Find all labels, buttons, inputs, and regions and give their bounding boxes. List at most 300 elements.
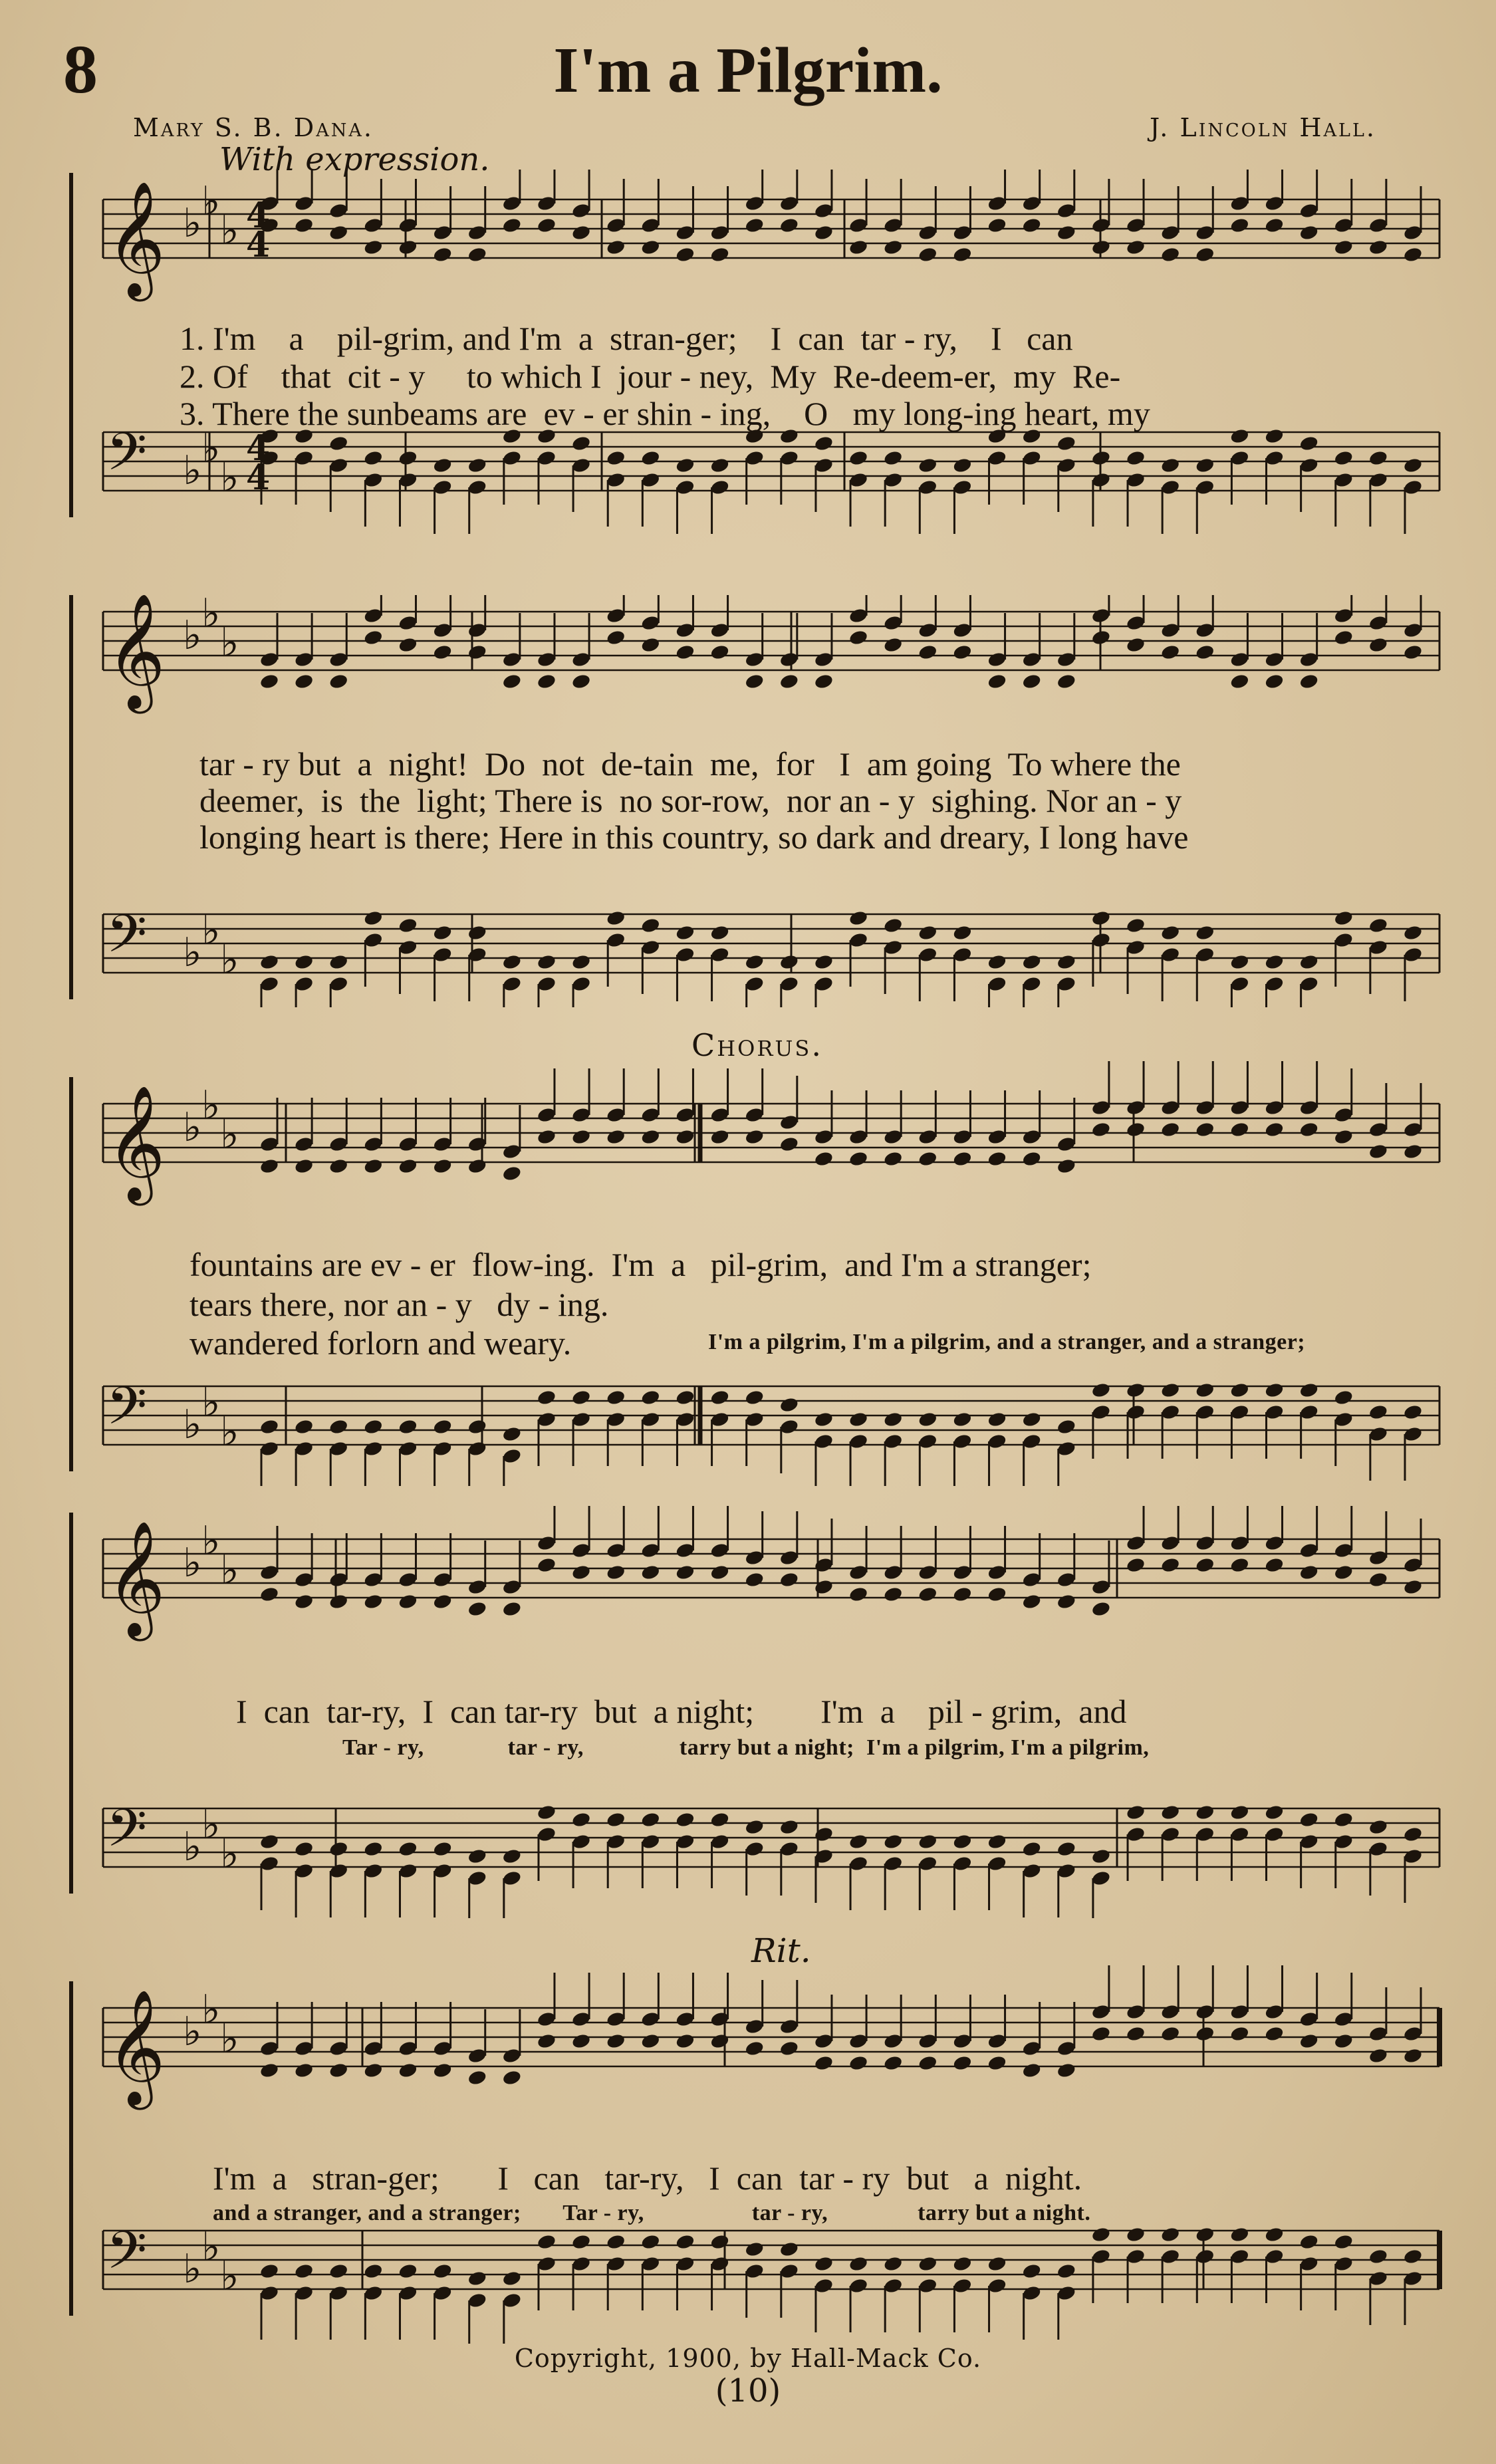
note-head [294, 953, 314, 971]
note-head [1333, 2033, 1354, 2050]
note-head [432, 246, 453, 263]
note-head [1126, 449, 1146, 467]
flat-sign: ♭ [220, 207, 239, 254]
treble-clef: 𝄞 [106, 1085, 166, 1201]
note-head [640, 1564, 661, 1581]
note-head [1264, 428, 1285, 445]
note-head [398, 449, 418, 467]
note-head [398, 917, 418, 934]
note-head [675, 1564, 695, 1581]
note-head [1333, 1128, 1354, 1146]
note-head [640, 636, 661, 654]
note-head [1229, 217, 1250, 234]
note-head [779, 217, 800, 234]
note-head [918, 644, 938, 661]
note-head [987, 2054, 1007, 2072]
note-head [606, 1811, 626, 1828]
note-head [1160, 246, 1181, 263]
note-head [675, 246, 695, 263]
flat-sign: ♭ [201, 2224, 221, 2271]
flat-sign: ♭ [201, 908, 221, 954]
flat-sign: ♭ [183, 1104, 202, 1151]
note-head [606, 910, 626, 927]
note-head [398, 239, 418, 256]
flat-sign: ♭ [220, 1831, 239, 1878]
flat-sign: ♭ [183, 447, 202, 494]
note-head [918, 2255, 938, 2273]
music-system-2 [57, 595, 1443, 1007]
flat-sign: ♭ [220, 620, 239, 666]
note-head [1195, 457, 1215, 474]
note-head [259, 2062, 280, 2079]
note-head [1333, 1811, 1354, 1828]
note-head [363, 449, 384, 467]
note-head [1403, 1143, 1424, 1160]
note-head [537, 1128, 557, 1146]
note-head [1056, 1418, 1076, 1435]
flat-sign: ♭ [183, 200, 202, 247]
note-head [537, 2033, 557, 2050]
note-head [1021, 1593, 1042, 1610]
flat-sign: ♭ [201, 595, 221, 637]
flat-sign: ♭ [183, 1824, 202, 1870]
flat-sign: ♭ [220, 937, 239, 983]
note-head [294, 2263, 314, 2280]
hymn-title: I'm a Pilgrim. [553, 35, 943, 106]
note-head [1368, 2047, 1389, 2064]
note-head [259, 2263, 280, 2280]
note-head [1403, 2047, 1424, 2064]
note-head [1160, 924, 1181, 941]
note-head [744, 2241, 765, 2258]
note-head [467, 924, 487, 941]
note-head [918, 2054, 938, 2072]
flat-sign: ♭ [201, 178, 221, 225]
note-head [259, 673, 280, 690]
note-head [1091, 449, 1112, 467]
time-signature: 4 [246, 428, 271, 469]
note-head [848, 2255, 869, 2273]
note-head [744, 2040, 765, 2057]
note-head [779, 2040, 800, 2057]
note-head [779, 1136, 800, 1153]
note-head [709, 1128, 730, 1146]
bass-clef: 𝄢 [106, 2221, 148, 2294]
note-head [537, 673, 557, 690]
flat-sign: ♭ [201, 426, 221, 472]
verse-line-1: tar - ry but a night! Do not de-tain me, for I am going To where the [199, 745, 1181, 783]
note-head [571, 224, 592, 241]
note-head [467, 246, 487, 263]
note-head [1299, 224, 1319, 241]
note-head [987, 2255, 1007, 2273]
note-head [883, 1586, 904, 1603]
chorus-line-4: I can tar-ry, I can tar-ry but a night; I'm a pil - grim, and [236, 1693, 1127, 1730]
note-head [779, 673, 800, 690]
note-head [363, 1593, 384, 1610]
note-head [537, 953, 557, 971]
note-head [432, 644, 453, 661]
author-credit: Mary S. B. Dana. [133, 113, 374, 142]
note-head [952, 1586, 973, 1603]
note-head [1333, 629, 1354, 646]
note-head [363, 1840, 384, 1858]
note-head [1021, 217, 1042, 234]
note-head [294, 1840, 314, 1858]
note-head [1333, 239, 1354, 256]
note-head [537, 1556, 557, 1574]
note-head [952, 1150, 973, 1168]
note-head [1195, 1804, 1215, 1821]
note-head [1160, 1121, 1181, 1138]
note-head [571, 1128, 592, 1146]
note-head [294, 2062, 314, 2079]
note-head [1160, 1382, 1181, 1399]
note-head [1160, 2226, 1181, 2243]
flat-sign: ♭ [201, 1518, 221, 1564]
bass-clef: 𝄢 [106, 904, 148, 977]
note-head [1091, 1600, 1112, 1618]
note-head [814, 224, 834, 241]
note-head [363, 910, 384, 927]
note-head [537, 1804, 557, 1821]
note-head [606, 2033, 626, 2050]
note-head [328, 1418, 349, 1435]
flat-sign: ♭ [220, 1112, 239, 1158]
note-head [571, 1564, 592, 1581]
note-head [709, 246, 730, 263]
note-head [814, 1578, 834, 1596]
note-head [675, 644, 695, 661]
note-head [1403, 924, 1424, 941]
note-head [467, 2069, 487, 2086]
flat-sign: ♭ [220, 2253, 239, 2300]
note-head [918, 457, 938, 474]
note-head [640, 1811, 661, 1828]
note-head [744, 1818, 765, 1836]
chorus-line-1: fountains are ev - er flow-ing. I'm a pil-grim, and I'm a stranger; [189, 1246, 1092, 1283]
note-head [814, 2255, 834, 2273]
note-head [1333, 2233, 1354, 2251]
note-head [1160, 644, 1181, 661]
note-head [1403, 2248, 1424, 2265]
note-head [987, 1833, 1007, 1850]
note-head [502, 953, 523, 971]
note-head [814, 435, 834, 452]
note-head [1126, 917, 1146, 934]
note-head [1368, 1571, 1389, 1588]
note-head [328, 435, 349, 452]
note-head [537, 1389, 557, 1406]
note-head [467, 2270, 487, 2287]
note-head [467, 1848, 487, 1865]
note-head [606, 1128, 626, 1146]
note-head [848, 910, 869, 927]
note-head [1021, 2062, 1042, 2079]
note-head [1403, 246, 1424, 263]
page-number: 8 [63, 31, 98, 108]
note-head [1126, 1556, 1146, 1574]
note-head [1229, 673, 1250, 690]
note-head [848, 629, 869, 646]
note-head [675, 1128, 695, 1146]
note-head [848, 2054, 869, 2072]
note-head [328, 1840, 349, 1858]
note-head [606, 629, 626, 646]
note-head [502, 673, 523, 690]
note-head [1056, 2062, 1076, 2079]
note-head [848, 239, 869, 256]
note-head [814, 1411, 834, 1428]
note-head [606, 2233, 626, 2251]
treble-clef: 𝄞 [106, 595, 166, 709]
note-head [1091, 910, 1112, 927]
note-head [363, 629, 384, 646]
note-head [1403, 1826, 1424, 1843]
note-head [1021, 2263, 1042, 2280]
note-head [952, 1411, 973, 1428]
music-system-1 [57, 170, 1443, 575]
note-head [883, 449, 904, 467]
note-head [1333, 1389, 1354, 1406]
note-head [467, 457, 487, 474]
note-head [883, 1833, 904, 1850]
note-head [952, 457, 973, 474]
music-system-5 [57, 1931, 1443, 2344]
time-signature: 4 [246, 457, 271, 498]
tempo-marking: With expression. [219, 141, 490, 178]
flat-sign: ♭ [183, 1540, 202, 1586]
chorus-line-5: I'm a stran-ger; I can tar-ry, I can tar - ry but a night. [213, 2159, 1082, 2197]
note-head [779, 953, 800, 971]
note-head [918, 1150, 938, 1168]
page-reference: (10) [715, 2372, 781, 2409]
music-system-4 [57, 1506, 1443, 1918]
note-head [571, 673, 592, 690]
note-head [1264, 673, 1285, 690]
note-head [814, 1826, 834, 1843]
note-head [1091, 1382, 1112, 1399]
note-head [918, 1586, 938, 1603]
note-head [1160, 457, 1181, 474]
note-head [537, 2233, 557, 2251]
note-head [398, 636, 418, 654]
note-head [1091, 2226, 1112, 2243]
verse-line-3: longing heart is there; Here in this country, so dark and dreary, I long have [199, 818, 1189, 856]
music-system-3 [57, 1027, 1443, 1486]
note-head [675, 2033, 695, 2050]
note-head [744, 673, 765, 690]
note-head [1299, 435, 1319, 452]
note-head [779, 1571, 800, 1588]
note-head [1229, 1121, 1250, 1138]
note-head [259, 1158, 280, 1175]
note-head [640, 917, 661, 934]
note-head [883, 2255, 904, 2273]
note-head [1229, 2226, 1250, 2243]
chorus-alt-line: I'm a pilgrim, I'm a pilgrim, and a stranger, and a stranger; [708, 1330, 1306, 1354]
note-head [640, 449, 661, 467]
note-head [1126, 1804, 1146, 1821]
note-head [1195, 644, 1215, 661]
note-head [952, 246, 973, 263]
flat-sign: ♭ [183, 2246, 202, 2292]
note-head [814, 673, 834, 690]
note-head [987, 1586, 1007, 1603]
note-head [918, 924, 938, 941]
note-head [328, 673, 349, 690]
note-head [502, 1425, 523, 1443]
note-head [1368, 636, 1389, 654]
note-head [606, 449, 626, 467]
note-head [779, 1396, 800, 1414]
note-head [1368, 449, 1389, 467]
note-head [779, 1818, 800, 1836]
time-signature: 4 [246, 225, 271, 265]
note-head [848, 1411, 869, 1428]
note-head [294, 1418, 314, 1435]
note-head [1333, 910, 1354, 927]
treble-clef: 𝄞 [106, 181, 166, 297]
note-head [1333, 449, 1354, 467]
note-head [1229, 1382, 1250, 1399]
note-head [952, 2054, 973, 2072]
note-head [363, 2263, 384, 2280]
note-head [883, 2054, 904, 2072]
chorus-line-2: tears there, nor an - y dy - ing. [189, 1286, 609, 1323]
note-head [1195, 2226, 1215, 2243]
composer-credit: J. Lincoln Hall. [1150, 113, 1376, 142]
note-head [1368, 1404, 1389, 1421]
note-head [1056, 953, 1076, 971]
note-head [1264, 2226, 1285, 2243]
note-head [918, 1411, 938, 1428]
chorus-label: Chorus. [691, 1027, 823, 1063]
note-head [709, 924, 730, 941]
note-head [1299, 2033, 1319, 2050]
note-head [398, 2062, 418, 2079]
note-head [814, 2054, 834, 2072]
note-head [883, 239, 904, 256]
note-head [1264, 953, 1285, 971]
note-head [1091, 629, 1112, 646]
verse-line-2: deemer, is the light; There is no sor-row, nor an - y sighing. Nor an - y [199, 782, 1182, 819]
note-head [432, 457, 453, 474]
bass-clef: 𝄢 [106, 422, 148, 495]
note-head [1299, 1564, 1319, 1581]
note-head [744, 1389, 765, 1406]
bass-clef: 𝄢 [106, 1798, 148, 1872]
note-head [1229, 2025, 1250, 2042]
note-head [328, 2062, 349, 2079]
note-head [640, 1128, 661, 1146]
note-head [1056, 224, 1076, 241]
note-head [1264, 217, 1285, 234]
flat-sign: ♭ [201, 1987, 221, 2033]
score-staves [57, 1931, 1443, 2344]
note-head [363, 1158, 384, 1175]
note-head [1021, 953, 1042, 971]
flat-sign: ♭ [183, 2009, 202, 2055]
note-head [1056, 2263, 1076, 2280]
note-head [259, 1418, 280, 1435]
note-head [848, 1833, 869, 1850]
note-head [1229, 428, 1250, 445]
note-head [328, 1593, 349, 1610]
note-head [848, 1150, 869, 1168]
note-head [1056, 435, 1076, 452]
note-head [987, 953, 1007, 971]
note-head [1195, 1382, 1215, 1399]
note-head [1126, 2226, 1146, 2243]
note-head [328, 953, 349, 971]
note-head [987, 673, 1007, 690]
note-head [1333, 1564, 1354, 1581]
note-head [502, 2270, 523, 2287]
note-head [502, 2069, 523, 2086]
note-head [432, 2263, 453, 2280]
note-head [398, 1418, 418, 1435]
note-head [432, 1840, 453, 1858]
note-head [398, 1840, 418, 1858]
ritardando-marking: Rit. [751, 1931, 811, 1970]
note-head [467, 1418, 487, 1435]
note-head [1160, 1556, 1181, 1574]
note-head [1056, 673, 1076, 690]
note-head [883, 1411, 904, 1428]
note-head [675, 924, 695, 941]
bass-clef: 𝄢 [106, 1376, 148, 1449]
note-head [606, 1564, 626, 1581]
flat-sign: ♭ [220, 1547, 239, 1594]
note-head [709, 644, 730, 661]
note-head [467, 1600, 487, 1618]
note-head [432, 1593, 453, 1610]
note-head [259, 953, 280, 971]
note-head [1403, 457, 1424, 474]
note-head [1056, 1840, 1076, 1858]
note-head [259, 1833, 280, 1850]
note-head [294, 217, 314, 234]
note-head [1195, 924, 1215, 941]
note-head [1299, 2233, 1319, 2251]
flat-sign: ♭ [201, 1082, 221, 1129]
note-head [709, 2033, 730, 2050]
note-head [363, 2062, 384, 2079]
note-head [1368, 239, 1389, 256]
note-head [571, 2033, 592, 2050]
note-head [467, 644, 487, 661]
flat-sign: ♭ [220, 2016, 239, 2062]
note-head [709, 2233, 730, 2251]
note-head [1021, 1840, 1042, 1858]
note-head [987, 1150, 1007, 1168]
note-head [502, 1600, 523, 1618]
note-head [1229, 1804, 1250, 1821]
verse-line-2: 2. Of that cit - y to which I jour - ney, My Re-deem-er, my Re- [180, 358, 1121, 395]
note-head [1299, 953, 1319, 971]
note-head [987, 1411, 1007, 1428]
note-head [502, 1848, 523, 1865]
treble-clef: 𝄞 [106, 1521, 166, 1636]
note-head [1091, 1848, 1112, 1865]
note-head [1091, 1121, 1112, 1138]
note-head [432, 1418, 453, 1435]
note-head [398, 1593, 418, 1610]
note-head [1368, 1818, 1389, 1836]
note-head [1264, 1121, 1285, 1138]
note-head [675, 1389, 695, 1406]
